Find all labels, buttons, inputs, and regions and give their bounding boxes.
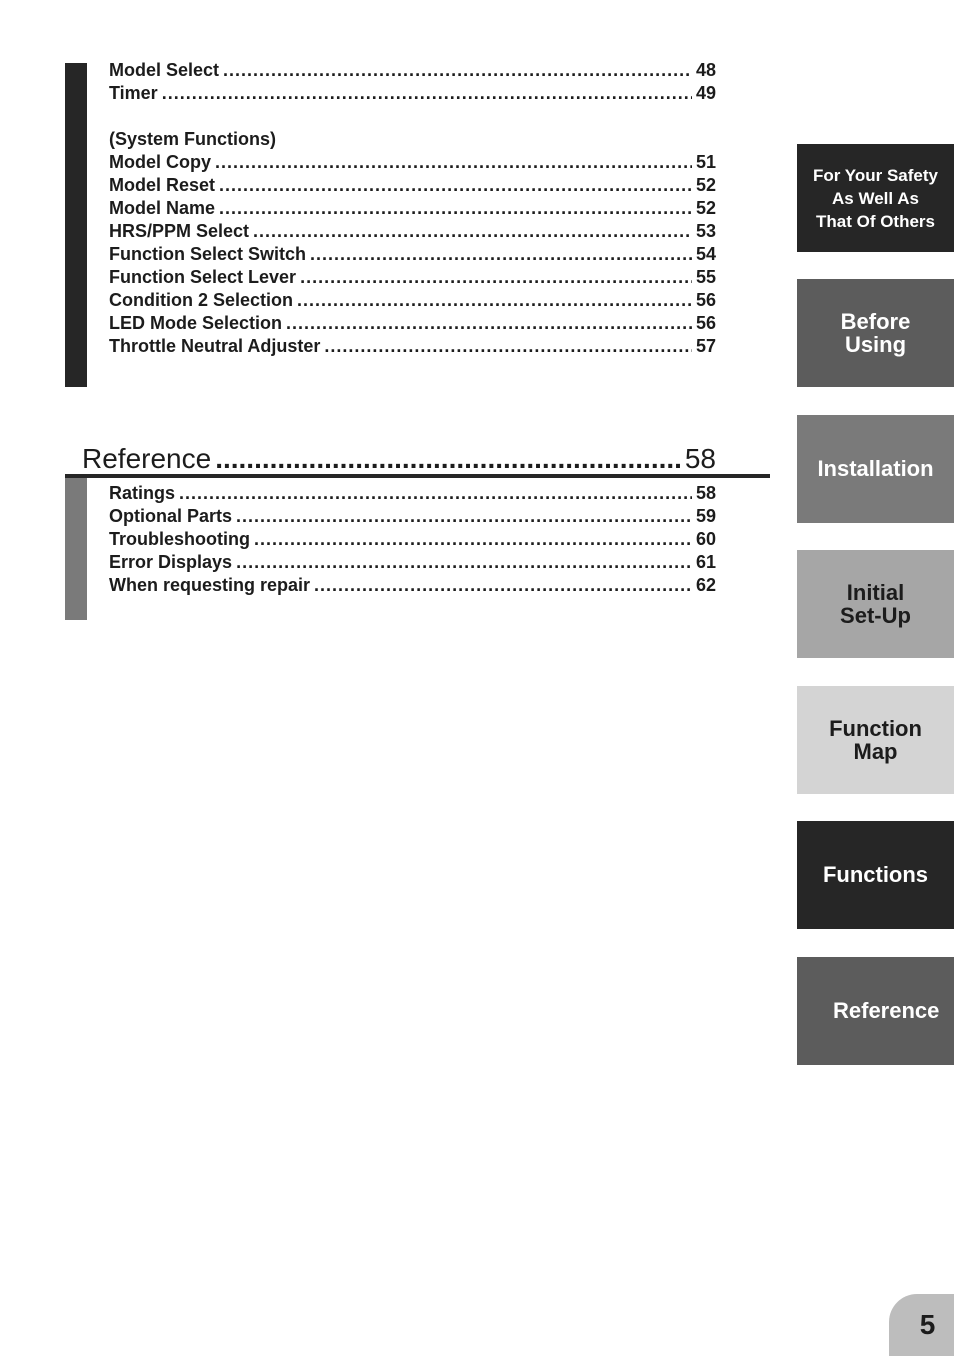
tab-label: Function bbox=[829, 716, 922, 741]
toc-entry-label: LED Mode Selection bbox=[109, 313, 283, 333]
toc-entry-label: Model Name bbox=[109, 198, 216, 218]
toc-leader-dots bbox=[286, 312, 692, 335]
tab-label: Initial bbox=[846, 580, 905, 605]
toc-entry-page: 57 bbox=[695, 336, 716, 356]
section-title: Reference bbox=[82, 443, 212, 474]
toc-entry[interactable] bbox=[109, 505, 716, 528]
toc-entry-label: HRS/PPM Select bbox=[109, 221, 250, 241]
tab-installation[interactable] bbox=[797, 415, 954, 523]
toc-leader-dots bbox=[215, 440, 681, 478]
toc-entry-page: 59 bbox=[695, 506, 716, 526]
toc-entry-page: 52 bbox=[695, 198, 716, 218]
tab-label: As Well As bbox=[832, 188, 919, 208]
page-number: 5 bbox=[889, 1294, 954, 1356]
toc-entry-label: Model Reset bbox=[109, 175, 216, 195]
toc-entry-page: 51 bbox=[695, 152, 716, 172]
toc-entry-page: 56 bbox=[695, 313, 716, 333]
toc-entry-label: Ratings bbox=[109, 483, 176, 503]
tab-label: Using bbox=[844, 332, 907, 357]
toc-entry-page: 56 bbox=[695, 290, 716, 310]
tab-label: Map bbox=[853, 739, 898, 764]
toc-entry-page: 55 bbox=[695, 267, 716, 287]
toc-entry-page: 53 bbox=[695, 221, 716, 241]
toc-entry[interactable] bbox=[109, 574, 716, 597]
section-marker-bar-functions bbox=[65, 63, 87, 387]
toc-entry[interactable] bbox=[109, 528, 716, 551]
toc-entry[interactable] bbox=[109, 482, 716, 505]
toc-entry[interactable] bbox=[109, 174, 716, 197]
toc-entry-page: 60 bbox=[695, 529, 716, 549]
tab-safety[interactable] bbox=[797, 144, 954, 252]
tab-function-map[interactable] bbox=[797, 686, 954, 794]
tab-label: For Your Safety bbox=[812, 165, 938, 185]
toc-leader-dots bbox=[236, 505, 692, 528]
tab-label: Installation bbox=[817, 456, 934, 481]
toc-leader-dots bbox=[219, 197, 692, 220]
toc-leader-dots bbox=[300, 266, 692, 289]
toc-leader-dots bbox=[223, 59, 692, 82]
toc-entry-page: 52 bbox=[695, 175, 716, 195]
tab-reference[interactable] bbox=[797, 957, 954, 1065]
toc-entry[interactable] bbox=[109, 59, 716, 82]
toc-entry-label: Throttle Neutral Adjuster bbox=[109, 336, 321, 356]
toc-entry-page: 58 bbox=[695, 483, 716, 503]
toc-entry-label: Troubleshooting bbox=[109, 529, 250, 549]
tab-initial-setup[interactable] bbox=[797, 550, 954, 658]
toc-entry[interactable] bbox=[109, 312, 716, 335]
toc-entry[interactable] bbox=[109, 335, 716, 358]
toc-entry-label: Model Select bbox=[109, 60, 220, 80]
toc-entry-label: Error Displays bbox=[109, 552, 233, 572]
toc-leader-dots bbox=[254, 528, 692, 551]
toc-entry[interactable] bbox=[109, 82, 716, 105]
toc-entry[interactable] bbox=[109, 243, 716, 266]
toc-leader-dots bbox=[297, 289, 692, 312]
toc-entry-label: Function Select Lever bbox=[109, 267, 297, 287]
tab-label: Set-Up bbox=[840, 603, 911, 628]
section-marker-bar-reference bbox=[65, 478, 87, 620]
toc-leader-dots bbox=[219, 174, 692, 197]
toc-entry[interactable] bbox=[109, 220, 716, 243]
toc-leader-dots bbox=[162, 82, 692, 105]
tab-label: That Of Others bbox=[815, 211, 935, 231]
toc-entry-page: 61 bbox=[695, 552, 716, 572]
toc-reference-list bbox=[109, 482, 716, 597]
toc-entry-page: 54 bbox=[695, 244, 716, 264]
toc-leader-dots bbox=[314, 574, 692, 597]
tab-label: Functions bbox=[822, 862, 929, 887]
toc-entry-label: Timer bbox=[109, 83, 158, 103]
toc-functions-list bbox=[109, 59, 716, 358]
tab-before-using[interactable] bbox=[797, 279, 954, 387]
toc-entry-label: Function Select Switch bbox=[109, 244, 307, 264]
section-rule bbox=[65, 474, 770, 478]
tab-label: Reference bbox=[833, 998, 940, 1023]
toc-entry-label: Optional Parts bbox=[109, 506, 233, 526]
toc-entry-label: Condition 2 Selection bbox=[109, 290, 294, 310]
section-page: 58 bbox=[684, 443, 716, 474]
tab-functions[interactable] bbox=[797, 821, 954, 929]
toc-leader-dots bbox=[253, 220, 692, 243]
system-functions-heading: (System Functions) bbox=[109, 129, 277, 149]
toc-entry[interactable] bbox=[109, 197, 716, 220]
toc-leader-dots bbox=[324, 335, 692, 358]
toc-entry-label: When requesting repair bbox=[109, 575, 311, 595]
toc-entry[interactable] bbox=[109, 266, 716, 289]
toc-leader-dots bbox=[310, 243, 692, 266]
toc-subheading bbox=[109, 128, 716, 151]
toc-entry[interactable] bbox=[109, 551, 716, 574]
toc-entry-page: 49 bbox=[695, 83, 716, 103]
toc-leader-dots bbox=[236, 551, 692, 574]
toc-entry[interactable] bbox=[109, 289, 716, 312]
tab-label: Before bbox=[840, 309, 911, 334]
toc-entry-page: 62 bbox=[695, 575, 716, 595]
toc-section-reference[interactable] bbox=[82, 440, 716, 478]
toc-entry-page: 48 bbox=[695, 60, 716, 80]
toc-entry[interactable] bbox=[109, 151, 716, 174]
toc-leader-dots bbox=[179, 482, 692, 505]
toc-leader-dots bbox=[215, 151, 692, 174]
toc-entry-label: Model Copy bbox=[109, 152, 211, 172]
